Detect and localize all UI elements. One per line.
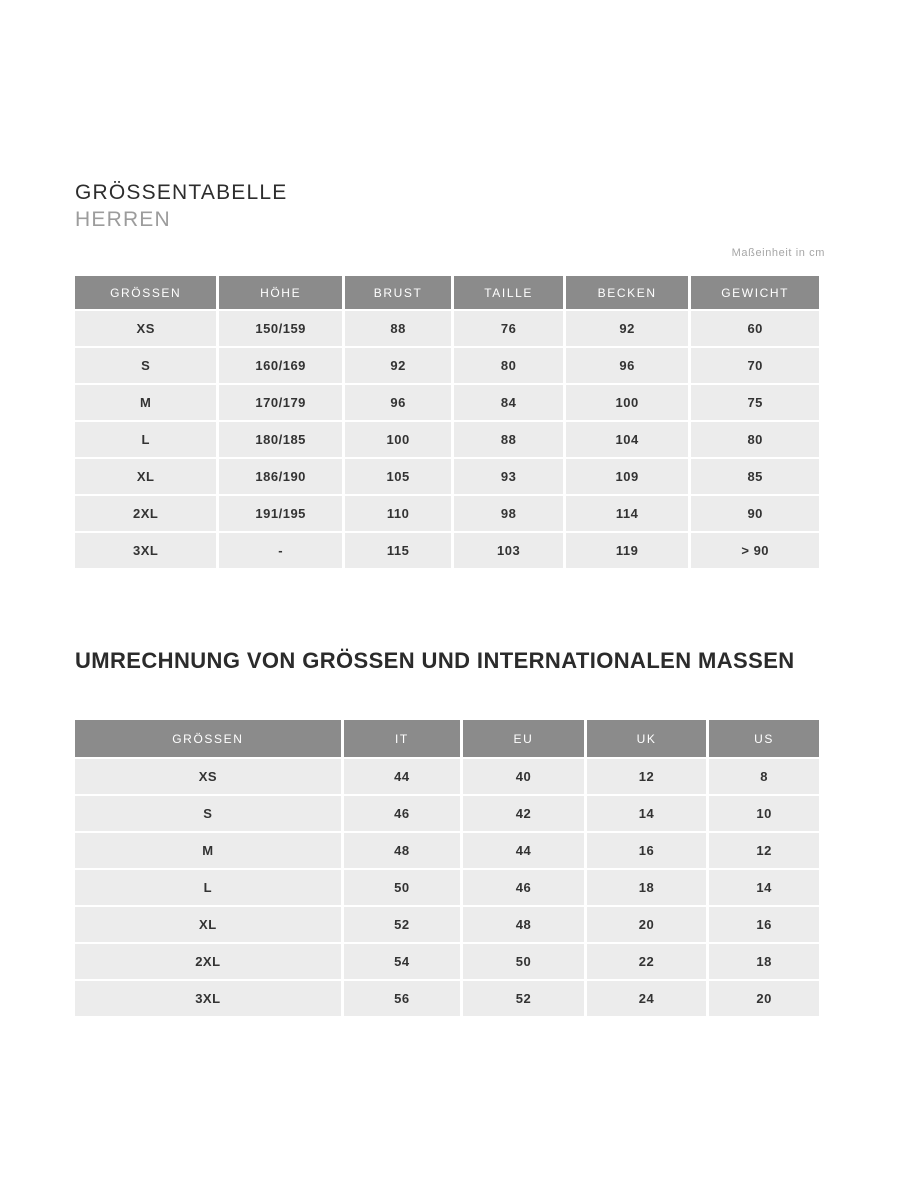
table-cell: 186/190 [219, 459, 341, 494]
column-header: BRUST [345, 276, 451, 309]
table-cell: 14 [587, 796, 706, 831]
table-cell: 54 [344, 944, 460, 979]
table-cell: 44 [463, 833, 584, 868]
table-cell: S [75, 796, 341, 831]
table-cell: 22 [587, 944, 706, 979]
table-row [75, 533, 819, 568]
table-cell: 60 [691, 311, 819, 346]
table-cell: L [75, 870, 341, 905]
table-row [75, 907, 819, 942]
table-cell: 115 [345, 533, 451, 568]
table-cell: 93 [454, 459, 563, 494]
table-cell: 42 [463, 796, 584, 831]
table-cell: 114 [566, 496, 688, 531]
table-cell: 150/159 [219, 311, 341, 346]
table-cell: 2XL [75, 496, 216, 531]
column-header: BECKEN [566, 276, 688, 309]
table-cell: M [75, 833, 341, 868]
table-cell: 44 [344, 759, 460, 794]
table-cell: 160/169 [219, 348, 341, 383]
table-cell: 46 [344, 796, 460, 831]
table-header-row [75, 720, 819, 757]
table-cell: 50 [463, 944, 584, 979]
table-cell: 20 [587, 907, 706, 942]
table-cell: 191/195 [219, 496, 341, 531]
table-cell: 170/179 [219, 385, 341, 420]
table-cell: 84 [454, 385, 563, 420]
table-cell: 100 [345, 422, 451, 457]
table-cell: 75 [691, 385, 819, 420]
table-cell: 85 [691, 459, 819, 494]
table-cell: 180/185 [219, 422, 341, 457]
column-header: GRÖSSEN [75, 720, 341, 757]
conversion-table [72, 718, 822, 1018]
table-cell: 12 [709, 833, 819, 868]
table-cell: 52 [463, 981, 584, 1016]
table-cell: 8 [709, 759, 819, 794]
table-cell: 50 [344, 870, 460, 905]
table-cell: 14 [709, 870, 819, 905]
table-row [75, 459, 819, 494]
table-row [75, 348, 819, 383]
table-cell: 12 [587, 759, 706, 794]
table-cell: 96 [566, 348, 688, 383]
table-cell: 52 [344, 907, 460, 942]
table-cell: L [75, 422, 216, 457]
table-row [75, 759, 819, 794]
table-cell: 2XL [75, 944, 341, 979]
table-cell: 16 [587, 833, 706, 868]
table-cell: 104 [566, 422, 688, 457]
table-cell: 96 [345, 385, 451, 420]
table-cell: 98 [454, 496, 563, 531]
table-cell: 92 [566, 311, 688, 346]
table-row [75, 833, 819, 868]
table-row [75, 796, 819, 831]
table-cell: 20 [709, 981, 819, 1016]
table-cell: 18 [587, 870, 706, 905]
table-cell: 90 [691, 496, 819, 531]
column-header: IT [344, 720, 460, 757]
table-cell: 80 [691, 422, 819, 457]
table-cell: 88 [454, 422, 563, 457]
page-title: GRÖSSENTABELLE [75, 181, 288, 204]
column-header: EU [463, 720, 584, 757]
table-cell: 3XL [75, 533, 216, 568]
table-cell: > 90 [691, 533, 819, 568]
table-cell: 110 [345, 496, 451, 531]
table-cell: 92 [345, 348, 451, 383]
table-cell: 88 [345, 311, 451, 346]
table-row [75, 870, 819, 905]
table-cell: M [75, 385, 216, 420]
page-subtitle: HERREN [75, 208, 171, 231]
table-row [75, 944, 819, 979]
size-table [72, 274, 822, 570]
table-cell: XL [75, 459, 216, 494]
table-cell: S [75, 348, 216, 383]
table-row [75, 422, 819, 457]
table-cell: 70 [691, 348, 819, 383]
table-cell: 24 [587, 981, 706, 1016]
table-cell: XS [75, 759, 341, 794]
table-cell: 3XL [75, 981, 341, 1016]
table-cell: 40 [463, 759, 584, 794]
table-cell: 48 [344, 833, 460, 868]
table-cell: 105 [345, 459, 451, 494]
table-cell: 80 [454, 348, 563, 383]
column-header: HÖHE [219, 276, 341, 309]
table-cell: 56 [344, 981, 460, 1016]
column-header: US [709, 720, 819, 757]
table-cell: 100 [566, 385, 688, 420]
table-cell: - [219, 533, 341, 568]
table-cell: 103 [454, 533, 563, 568]
table-cell: 10 [709, 796, 819, 831]
table-cell: 76 [454, 311, 563, 346]
table-cell: 18 [709, 944, 819, 979]
column-header: TAILLE [454, 276, 563, 309]
column-header: GRÖSSEN [75, 276, 216, 309]
table-cell: XS [75, 311, 216, 346]
table-cell: 46 [463, 870, 584, 905]
table-row [75, 496, 819, 531]
table-cell: 119 [566, 533, 688, 568]
conversion-section-title: UMRECHNUNG VON GRÖSSEN UND INTERNATIONALEN MASSEN [75, 648, 795, 673]
table-row [75, 981, 819, 1016]
table-row [75, 311, 819, 346]
column-header: GEWICHT [691, 276, 819, 309]
table-cell: 16 [709, 907, 819, 942]
table-header-row [75, 276, 819, 309]
column-header: UK [587, 720, 706, 757]
table-cell: 48 [463, 907, 584, 942]
table-cell: 109 [566, 459, 688, 494]
table-row [75, 385, 819, 420]
unit-note: Maßeinheit in cm [731, 247, 825, 259]
table-cell: XL [75, 907, 341, 942]
